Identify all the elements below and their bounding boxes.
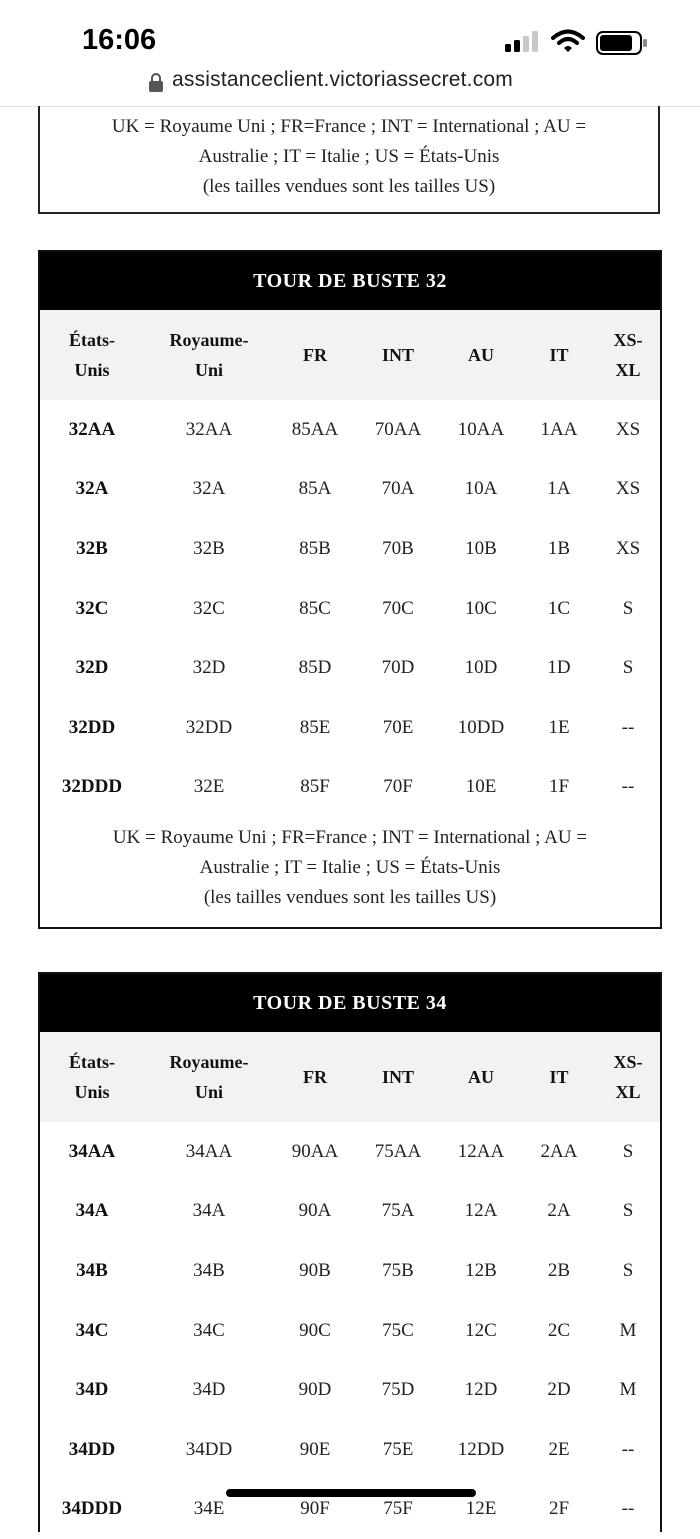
table-cell: 12B [465,1259,497,1281]
legend-box [38,106,660,214]
table-cell: 10E [465,776,497,798]
table-cell: 2AA [540,1140,578,1162]
table-cell: 32AA [68,418,116,440]
table-cell: 34AA [185,1140,233,1162]
table-cell: 32E [193,776,225,798]
table-cell: 32D [75,657,109,679]
col-header-int: INT [381,1067,414,1087]
col-header-text: XS- [613,1052,643,1072]
table-cell: 32DD [185,716,233,738]
table-cell: 70A [381,478,415,500]
col-header-text: XS- [613,330,643,350]
col-header-uk [144,310,274,400]
table-cell: 12D [464,1379,498,1401]
col-header-text: États- [69,1052,115,1072]
table-row [40,1420,660,1480]
table-cell: 32B [76,537,108,559]
table-cell: 2F [548,1498,570,1520]
table-cell: -- [621,716,635,738]
table-cell: 90A [298,1200,332,1222]
table-cell: 34A [75,1200,109,1222]
table-cell: S [622,597,634,619]
table-cell: M [619,1319,637,1341]
table-cell: 32A [192,478,226,500]
col-header-au: AU [468,345,494,365]
col-header-uk [144,1032,274,1122]
table-cell: 32A [75,478,109,500]
col-header-xs-xl [596,310,660,400]
table-cell: 10A [464,478,498,500]
col-header-us [40,1032,144,1122]
table-cell: 2A [547,1200,571,1222]
size-table [40,310,660,817]
table-row [40,758,660,818]
table-cell: 70AA [374,418,422,440]
table-cell: 85A [298,478,332,500]
table-cell: 32AA [185,418,233,440]
table-cell: 12DD [457,1438,505,1460]
table-cell: 34B [193,1259,225,1281]
col-header-text: XL [615,360,641,380]
table-cell: 75F [383,1498,413,1520]
table-cell: 2D [547,1379,571,1401]
col-header-int: INT [381,345,414,365]
table-cell: 12C [465,1319,497,1341]
table-cell: 12AA [457,1140,505,1162]
col-header-text: Royaume- [169,1052,249,1072]
col-header-us [40,310,144,400]
col-header-fr: FR [303,345,327,365]
table-cell: 12E [465,1498,497,1520]
table-cell: 10AA [457,418,505,440]
legend-line: Australie ; IT = Italie ; US = États-Unis [199,857,501,879]
table-cell: 2B [547,1259,571,1281]
size-table-34 [38,972,662,1532]
table-cell: S [622,657,634,679]
legend-text [40,817,660,927]
table-cell: 1E [548,716,570,738]
table-cell: 75D [381,1379,415,1401]
table-cell: 2E [548,1438,570,1460]
table-cell: -- [621,1498,635,1520]
table-cell: 1B [547,537,571,559]
table-header-row [40,1032,660,1122]
table-cell: 75E [382,1438,414,1460]
col-header-text: Unis [74,360,110,380]
table-cell: -- [621,1438,635,1460]
col-header-it: IT [549,345,569,365]
table-row [40,1182,660,1242]
col-header-text: Royaume- [169,330,249,350]
table-cell: 32B [193,537,225,559]
legend-text [40,106,658,202]
table-cell: 34C [193,1319,225,1341]
table-cell: 1F [548,776,570,798]
table-cell: 75A [381,1200,415,1222]
table-cell: 2C [547,1319,571,1341]
table-cell: 34AA [68,1140,116,1162]
table-cell: 34DDD [61,1498,123,1520]
table-cell: 10B [465,537,497,559]
table-cell: 1D [547,657,571,679]
home-indicator[interactable] [226,1489,476,1497]
table-row [40,1241,660,1301]
table-cell: 34D [75,1379,109,1401]
col-header-text: États- [69,330,115,350]
table-cell: 75C [382,1319,414,1341]
table-cell: 85D [298,657,332,679]
table-cell: 32D [192,657,226,679]
col-header-text: Unis [74,1082,110,1102]
table-row [40,1360,660,1420]
table-row [40,698,660,758]
battery-icon [596,31,648,55]
table-cell: 32DD [68,716,116,738]
table-cell: 34D [192,1379,226,1401]
table-cell: 10C [465,597,497,619]
col-header-fr: FR [303,1067,327,1087]
table-cell: 1C [547,597,571,619]
table-cell: 90C [299,1319,331,1341]
table-cell: 70E [382,716,414,738]
table-cell: S [622,1259,634,1281]
table-cell: -- [621,776,635,798]
size-table [40,1032,660,1539]
legend-line: (les tailles vendues sont les tailles US) [202,176,496,197]
col-header-xs-xl [596,1032,660,1122]
legend-line: (les tailles vendues sont les tailles US) [203,887,497,909]
table-row [40,579,660,639]
table-cell: 34A [192,1200,226,1222]
table-cell: 10DD [457,716,505,738]
legend-line: UK = Royaume Uni ; FR=France ; INT = International ; AU = [112,827,588,849]
table-cell: 85F [300,776,330,798]
table-cell: 90D [298,1379,332,1401]
table-cell: 10D [464,657,498,679]
table-title: TOUR DE BUSTE 34 [40,974,660,1032]
table-cell: 32C [193,597,225,619]
table-cell: 75B [382,1259,414,1281]
size-table-32 [38,250,662,929]
table-cell: 75AA [374,1140,422,1162]
table-cell: 85B [299,537,331,559]
clock: 16:06 [82,24,157,56]
table-cell: XS [615,418,641,440]
table-cell: 70F [383,776,413,798]
table-row [40,1301,660,1361]
table-header-row [40,310,660,400]
table-cell: 85AA [291,418,339,440]
col-header-it: IT [549,1067,569,1087]
cellular-signal-icon [505,30,541,52]
legend-line: Australie ; IT = Italie ; US = États-Unis [198,146,500,167]
url-text[interactable]: assistanceclient.victoriassecret.com [172,68,513,91]
table-cell: 34B [76,1259,108,1281]
table-cell: 70B [382,537,414,559]
table-row [40,519,660,579]
table-cell: 85E [299,716,331,738]
table-title: TOUR DE BUSTE 32 [40,252,660,310]
table-cell: M [619,1379,637,1401]
address-bar[interactable] [0,62,700,107]
table-cell: 34E [193,1498,225,1520]
table-row [40,400,660,460]
table-cell: 32DDD [61,776,123,798]
table-row [40,1122,660,1182]
col-header-text: Uni [194,360,223,380]
table-cell: XS [615,478,641,500]
table-cell: 90F [300,1498,330,1520]
table-cell: 90B [299,1259,331,1281]
status-bar [0,0,700,62]
col-header-text: XL [615,1082,641,1102]
table-cell: 70D [381,657,415,679]
table-cell: 32C [75,597,109,619]
table-cell: 85C [299,597,331,619]
table-cell: 1A [547,478,571,500]
col-header-au: AU [468,1067,494,1087]
table-cell: S [622,1140,634,1162]
lock-icon [148,72,164,92]
table-cell: 34DD [185,1438,233,1460]
table-cell: 34DD [68,1438,116,1460]
table-row [40,638,660,698]
legend-line: UK = Royaume Uni ; FR=France ; INT = International ; AU = [111,116,587,137]
wifi-icon [551,29,585,53]
col-header-text: Uni [194,1082,223,1102]
table-cell: 12A [464,1200,498,1222]
table-cell: 1AA [540,418,578,440]
table-cell: 70C [382,597,414,619]
table-cell: 90E [299,1438,331,1460]
table-cell: XS [615,537,641,559]
table-cell: S [622,1200,634,1222]
table-cell: 90AA [291,1140,339,1162]
table-row [40,460,660,520]
table-cell: 34C [75,1319,109,1341]
